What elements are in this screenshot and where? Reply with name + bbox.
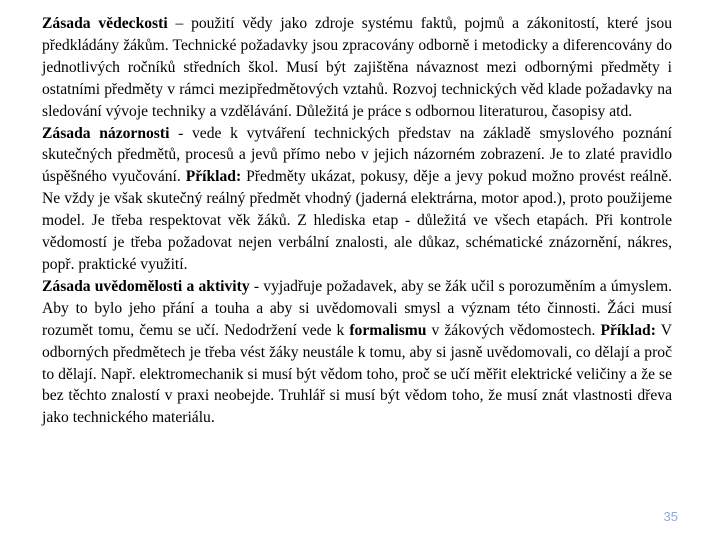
paragraph-nazornosti	[42, 123, 672, 276]
paragraph-vedeckosti	[42, 13, 672, 123]
paragraph-text: - vede k vytváření technických představ na základě smyslového poznání skutečných předmětů, procesů a jevů přímo nebo v jejich názorném zobrazení. Je to zlaté pravidlo úspěšného vyučování.	[42, 124, 673, 186]
paragraph-text: v žákových vědomostech.	[426, 321, 601, 339]
paragraph-text: – použití vědy jako zdroje systému faktů, pojmů a zákonitostí, které jsou předkládány žákům. Technické požadavky jsou zpracovány odborně i metodicky a diferencovány do jednotlivých ročníků středních škol. Musí být zajištěna návaznost mezi odbornými předměty i ostatními předměty v rámci mezipředmětových vztahů. Rozvoj technických věd klade požadavky na sledování vývoje techniky a vzdělávání. Důležitá je práce s odbornou literaturou, časopisy atd.	[42, 15, 672, 120]
slide-body	[42, 13, 672, 429]
paragraph-text: V odborných předmětech je třeba vést žáky neustále k tomu, aby si jasně uvědomovali, co dělají a proč to dělají. Např. elektromechanik si musí být vědom toho, proč se učí měřit elektrické veličiny a že se bez těchto znalostí v praxi neobejde. Truhlář si musí být vědom toho, že musí znát vlastnosti dřeva jako technického materiálu.	[42, 321, 672, 427]
example-label: Příklad:	[185, 168, 242, 186]
bold-term: formalismu	[349, 321, 427, 339]
paragraph-uvedomelosti	[42, 276, 672, 429]
paragraph-text: - vyjadřuje požadavek, aby se žák učil s porozuměním a úmyslem. Aby to bylo jeho přání a touha a aby si uvědomovali smysl a význam této činnosti. Žáci musí rozumět tomu, čemu se učí. Nedodržení vede k	[42, 277, 672, 339]
paragraph-text: Předměty ukázat, pokusy, děje a jevy pokud možno provést reálně. Ne vždy je však skutečný reálný předmět vhodný (jaderná elektrárna, motor apod.), proto použijeme model. Je třeba respektovat věk žáků. Z hlediska etap - důležitá ve všech etapách. Při kontrole vědomostí je třeba požadovat nejen verbální znalosti, ale důkaz, schématické znázornění, nákres, popř. praktické využití.	[42, 168, 672, 273]
paragraph-title: Zásada názornosti	[42, 124, 170, 142]
paragraph-title: Zásada uvědomělosti a aktivity	[42, 277, 250, 295]
page-number: 35	[663, 509, 678, 524]
example-label: Příklad:	[600, 321, 656, 339]
paragraph-title: Zásada vědeckosti	[42, 15, 168, 32]
